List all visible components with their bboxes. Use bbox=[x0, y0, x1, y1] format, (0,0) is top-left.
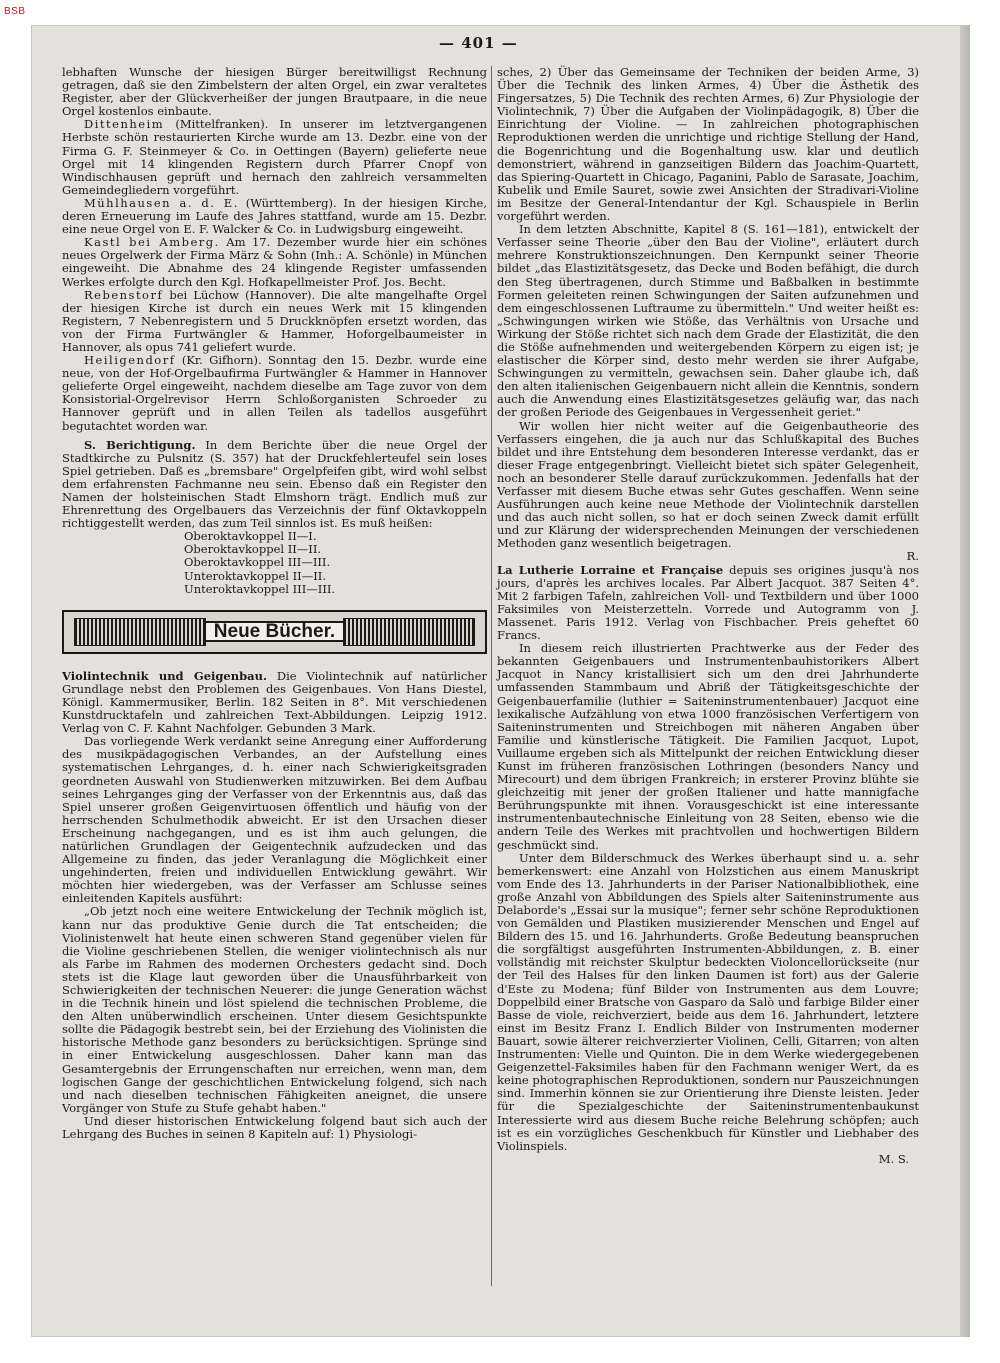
paragraph-zimbelstern: lebhaften Wunsche der hiesigen Bürger bereitwilligst Rechnung getragen, daß sie den Zimbelstern der alten Orgel, ein zwar veraltetes Register, aber der Glückverheißer der jungen Brautpaare, in die neue Orgel kostenlos einbaute. bbox=[62, 65, 487, 119]
section-heading: S. Berichtigung. bbox=[84, 437, 196, 452]
left-column bbox=[62, 66, 487, 1141]
book-title: La Lutherie Lorraine et Française bbox=[497, 562, 724, 577]
signature: M. S. bbox=[878, 1151, 909, 1166]
paragraph-dittenheim: Dittenheim (Mittelfranken). In unserer im letztvergangenen Herbste schön restaurierten Kirche wurde am 13. Dezbr. eine von der Firma G. F. Steinmeyer & Co. in Oettingen (Bayern) gelieferte neue Orgel mit 14 klingenden Registern durch Pfarrer Cnopf von Windischhausen geprüft und hernach den zahlreich versammelten Gemeindegliedern vorgeführt. bbox=[62, 117, 487, 197]
paragraph-prachtwerk: In diesem reich illustrierten Prachtwerke aus der Feder des bekannten Geigenbauers und Instrumentenbauhistorikers Albert Jacquot in Nancy kristallisiert sich um den drei Jahrhunderte umfassenden Stammbaum und Abriß der Tätigkeitsgeschichte der Geigenbauerfamilie (luthier = Saiteninstrumentenbauer) Jacquot eine lexikalische Aufzählung von etwa 1000 französischen Verfertigern von Saiteninstrumenten und Streichbogen mit näheren Angaben über Familie und künstlerische Tätigkeit. Die Familien Jacquot, Lupot, Vuillaume ergeben sich als Mittelpunkt der reichen Entwicklung dieser Kunst im früheren französischen Lothringen (besonders Nancy und Mirecourt) und dem übrigen Frankreich; in ersterer Provinz blühte sie gleichzeitig mit jener der großen Italiener und hatte mannigfache Berührungspunkte mit ihnen. Vorausgeschickt ist eine interessante instrumentenbautechnische Einleitung von 28 Seiten, ebenso wie die andern Teile des Werkes mit prachtvollen und hochwertigen Bildern geschmückt sind. bbox=[497, 641, 919, 852]
book-entry-lutherie: La Lutherie Lorraine et Française depuis ses origines jusqu'à nos jours, d'après les archives locales. Par Albert Jacquot. 387 Seiten 4°. Mit 2 farbigen Tafeln, zahlreichen Voll- und Textbildern und über 1000 Faksimiles von Meisterzetteln. Vorrede und Autogramm von J. Massenet. Paris 1912. Verlag von Fischbacher. Preis geheftet 60 Francs. bbox=[497, 562, 919, 643]
paragraph-theory: In dem letzten Abschnitte, Kapitel 8 (S. 161—181), entwickelt der Verfasser seine Theorie „über den Bau der Violine", erläutert durch mehrere Konstruktionszeichnungen. Den Kernpunkt seiner Theorie bildet „das Elastizitätsgesetz, das Decke und Boden befähigt, die durch den Steg übertragenen, durch Stimme und Baßbalken in bestimmte Formen geleiteten reinen Schwingungen der Saiten aufzunehmen und dem eingeschlossenen Luftraume zu übermitteln." Und weiter heißt es: „Schwingungen wirken wie Stöße, das Verhältnis von Ursache und Wirkung der Stöße richtet sich nach dem Grade der Elastizität, die den die Stöße aufnehmenden und weitergebenden Körpern zu eigen ist; je elastischer die Körper sind, desto mehr werden sie ihrer Aufgabe, Schwingungen zu vermitteln, gewachsen sein. Daher glaube ich, daß den alten italienischen Geigenbauern nicht allein die Kenntnis, sondern auch die Anwendung eines Elastizitätsgesetzes geläufig war, das nach der großen Periode des Geigenbaues in Vergessenheit geriet." bbox=[497, 222, 919, 420]
paragraph-chapters: sches, 2) Über das Gemeinsame der Techniken der beiden Arme, 3) Über die Technik des linken Armes, 4) Über die Ästhetik des Fingersatzes, 5) Die Technik des rechten Armes, 6) Zur Physiologie der Violintechnik, 7) Über die Aufgaben der Violinpädagogik, 8) Über die Einrichtung der Violine. — In zahlreichen photographischen Reproduktionen werden die unrichtige und richtige Stellung der Hand, die Bogenrichtung und die Bogenhaltung usw. klar und deutlich demonstriert, während in ganzseitigen Bildern das Joachim-Quartett, das Spiering-Quartett in Chicago, Paganini, Pablo de Sarasate, Joachim, Kubelik und Emile Sauret, sowie zwei Ansichten der Stradivari-Violine im Besitze der General-Intendantur der Kgl. Schauspiele in Berlin vorgeführt werden. bbox=[497, 65, 919, 224]
paragraph-bilderschmuck: Unter dem Bilderschmuck des Werkes überhaupt sind u. a. sehr bemerkenswert: eine Anzahl von Holzstichen aus einem Manuskript vom Ende des 13. Jahrhunderts in der Pariser Nationalbibliothek, eine große Anzahl von Abbildungen des Spiels alter Saiteninstrumente aus Delaborde's „Essai sur la musique"; ferner sehr schöne Reproduktionen von Gemälden und Plastiken musizierender Menschen und Engel auf Bildern des 15. und 16. Jahrhunderts. Große Bedeutung beanspruchen die sorgfältigst ausgeführten Instrumenten-Abbildungen, z. B. einer vollständig mit reichster Skulptur bedeckten Violoncellorückseite (nur der Teil des Halses für den linken Daumen ist fort) aus der Galerie d'Este zu Modena; fünf Bilder von Instrumenten aus dem Louvre; Doppelbild einer Bratsche von Gasparo da Salò und farbige Bilder einer Basse de viole, reichverziert, beide aus dem 16. Jahrhundert, letztere einst im Besitz Franz I. Endlich Bilder von Instrumenten moderner Bauart, sowie älterer reichverzierter Violinen, Celli, Gitarren; von alten Instrumenten: Vielle und Quinton. Die in dem Werke wiedergegebenen Geigenzettel-Faksimiles haben für den Fachmann weniger Wert, da es keine photographischen Reproduktionen, sondern nur Pauszeichnungen sind. Immerhin können sie zur Orientierung ihre Dienste leisten. Jeder für die Spezialgeschichte der Saiteninstrumentenbaukunst Interessierte wird aus diesem Buche reiche Belehrung schöpfen; auch ist es ein vorzügliches Geschenkbuch für Künstler und Liebhaber des Violinspiels. bbox=[497, 850, 919, 1153]
paragraph-conclusion: Wir wollen hier nicht weiter auf die Geigenbautheorie des Verfassers eingehen, die ja auch nur das Schlußkapital des Buches bildet und ihre Entstehung dem besonderen Interesse verdankt, das er dieser Frage entgegenbringt. Vielleicht bietet sich später Gelegenheit, noch an besonderer Stelle darauf zurückzukommen. Jedenfalls hat der Verfasser mit diesem Buche etwas sehr Gutes geschaffen. Wenn seine Ausführungen auch keine neue Methode der Violintechnik darstellen und das auch nicht sollen, so hat er doch seinen Zweck damit erfüllt und zur Klärung der widersprechenden Meinungen der verschiedenen Methoden ganz wesentlich beigetragen. bbox=[497, 418, 919, 551]
place-name: Mühlhausen a. d. E. bbox=[84, 195, 239, 210]
paragraph-muehlhausen: Mühlhausen a. d. E. (Württemberg). In der hiesigen Kirche, deren Erneuerung im Laufe des Jahres stattfand, wurde am 15. Dezbr. eine neue Orgel von E. F. Walcker & Co. in Ludwigsburg eingeweiht. bbox=[62, 195, 487, 237]
paragraph-review: Das vorliegende Werk verdankt seine Anregung einer Aufforderung des musikpädagogischen Verbandes, an der Aufstellung eines systematischen Lehrganges, d. h. einer nach Schwierigkeitsgraden geordneten Auswahl von Studienwerken mitzuwirken. Bei dem Aufbau seines Lehrganges ging der Verfasser von der Erkenntnis aus, daß das Spiel unserer großen Geigenvirtuosen öffentlich und häufig von der herrschenden Schulmethodik abweicht. Er ist den Ursachen dieser Erscheinung nachgegangen, und es ist ihm auch gelungen, die natürlichen Grundlagen der Geigentechnik aufzudecken und das Allgemeine zu finden, das jeder Veranlagung die Möglichkeit einer ungehinderten, freien und individuellen Entwicklung gewährt. Wir möchten hier wiedergeben, was der Verfasser am Schlusse seines einleitenden Kapitels ausführt: bbox=[62, 734, 487, 906]
coupling-item: Unteroktavkoppel III—III. bbox=[184, 581, 336, 596]
paragraph-kastl: Kastl bei Amberg. Am 17. Dezember wurde hier ein schönes neues Orgelwerk der Firma März & Sohn (Inh.: A. Schönle) in München eingeweiht. Die Abnahme des 24 klingende Register umfassenden Werkes erfolgte durch den Kgl. Hofkapellmeister Prof. Jos. Becht. bbox=[62, 235, 487, 289]
signature: R. bbox=[906, 549, 919, 564]
paragraph-berichtigung: S. Berichtigung. In dem Berichte über die neue Orgel der Stadtkirche zu Pulsnitz (S. 357) hat der Druckfehlerteufel sein loses Spiel getrieben. Daß es „bremsbare" Orgelpfeifen gibt, wird wohl selbst dem erfahrensten Fachmanne neu sein. Ebenso daß ein Register den Namen der holsteinischen Stadt Elmshorn trägt. Endlich muß zur Ehrenrettung des Orgelbauers das Verzeichnis der fünf Oktavkoppeln richtiggestellt werden, das zum Teil sinnlos ist. Es muß heißen: bbox=[62, 437, 488, 531]
place-name: Kastl bei Amberg. bbox=[84, 235, 220, 250]
page-number: — 401 — bbox=[439, 34, 518, 52]
library-mark: BSB bbox=[4, 6, 26, 17]
coupling-item: Oberoktavkoppel II—II. bbox=[184, 542, 322, 557]
banner-title: Neue Bücher. bbox=[204, 621, 345, 642]
right-column bbox=[497, 66, 919, 1166]
book-entry-violintechnik: Violintechnik und Geigenbau. Die Violintechnik auf natürlicher Grundlage nebst den Problemen des Geigenbaues. Von Hans Diestel, Königl. Kammermusiker, Berlin. 182 Seiten in 8°. Mit verschiedenen Kunstdrucktafeln und zahlreichen Text-Abbildungen. Leipzig 1912. Verlag von C. F. Kahnt Nachfolger. Gebunden 3 Mark. bbox=[62, 668, 487, 736]
banner-ornament bbox=[343, 618, 475, 646]
book-title: Violintechnik und Geigenbau. bbox=[62, 668, 267, 683]
paragraph-rebenstorf: Rebenstorf bei Lüchow (Hannover). Die alte mangelhafte Orgel der hiesigen Kirche ist durch ein neues Werk mit 15 klingenden Registern, 7 Nebenregistern und 5 Druckknöpfen ersetzt worden, das von der Firma Furtwängler & Hammer, Hoforgelbaumeister in Hannover, als opus 741 geliefert wurde. bbox=[62, 287, 487, 354]
paragraph-heiligendorf: Heiligendorf (Kr. Gifhorn). Sonntag den 15. Dezbr. wurde eine neue, von der Hof-Orgelbaufirma Furtwängler & Hammer in Hannover gelieferte Orgel eingeweiht, nachdem dieselbe am Tage zuvor von dem Konsistorial-Orgelrevisor Herrn Schloßorganisten Schroeder zu Hannover geprüft und in allen Teilen als tadellos ausgeführt begutachtet worden war. bbox=[62, 353, 487, 433]
section-banner bbox=[62, 602, 487, 664]
coupling-item: Oberoktavkoppel II—I. bbox=[184, 529, 317, 544]
paragraph-quote: „Ob jetzt noch eine weitere Entwickelung der Technik möglich ist, kann nur das produktive Genie durch die Tat entscheiden; die Violinistenwelt hat heute einen schweren Stand gegenüber vielen für die Violine geschriebenen Stellen, die weniger violintechnisch als nur als Farbe im Rahmen des modernen Orchesters gedacht sind. Doch stets ist die Klage laut geworden über die Unausführbarkeit von Schwierigkeiten der technischen Neuerer: die junge Generation wächst in die Technik hinein und löst spielend die technischen Probleme, die den Alten unüberwindlich erscheinen. Unter diesem Gesichtspunkte sollte die Pädagogik bestrebt sein, bei der Erziehung des Violinisten die historische Methode ganz besonders zu berücksichtigen. Sprünge sind in einer Entwickelung ausgeschlossen. Daher kann man das Gesamtergebnis der Errungenschaften nur erreichen, wenn man, dem logischen Gange der geschichtlichen Entwickelung folgend, sich nach und nach dieselben technischen Fähigkeiten aneignet, die unsere Vorgänger von Stufe zu Stufe gehabt haben." bbox=[62, 904, 487, 1115]
place-name: Dittenheim bbox=[84, 117, 165, 132]
paragraph-lehrgang: Und dieser historischen Entwickelung folgend baut sich auch der Lehrgang des Buches in seinen 8 Kapiteln auf: 1) Physiologi- bbox=[62, 1113, 487, 1142]
coupling-item: Oberoktavkoppel III—III. bbox=[184, 555, 331, 570]
column-divider bbox=[491, 66, 492, 1286]
coupling-item: Unteroktavkoppel II—II. bbox=[184, 568, 326, 583]
banner-ornament bbox=[74, 618, 206, 646]
place-name: Rebenstorf bbox=[84, 287, 164, 302]
place-name: Heiligendorf bbox=[84, 353, 176, 368]
